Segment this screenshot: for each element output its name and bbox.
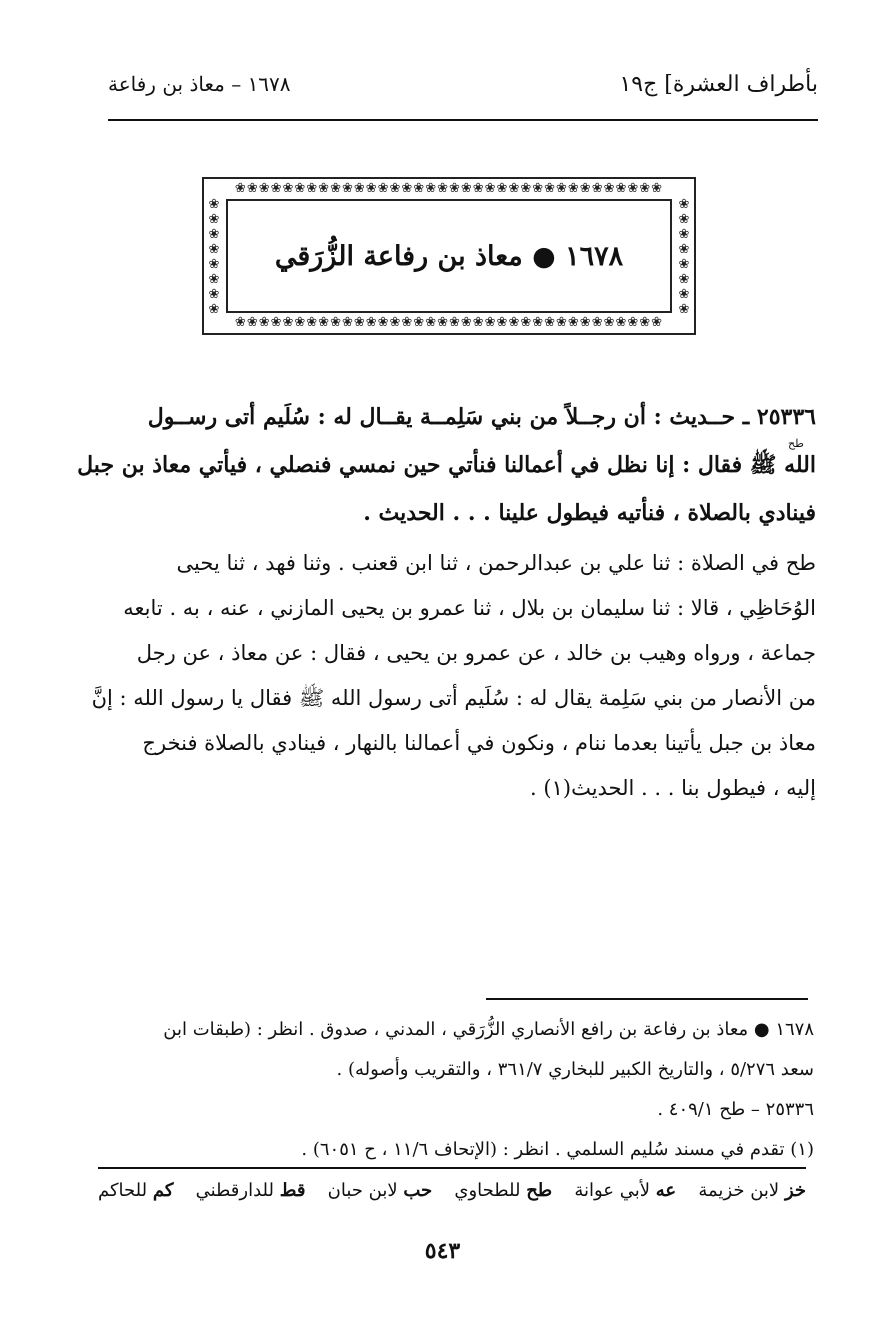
chapter-title-frame	[202, 177, 696, 335]
abbreviation-key: كم	[152, 1180, 174, 1201]
takhrij-line: طح في الصلاة : ثنا علي بن عبدالرحمن ، ثنا ابن قعنب . وثنا فهد ، ثنا يحيى	[176, 551, 816, 575]
abbreviation-label: لأبي عوانة	[574, 1180, 651, 1201]
hadith-line: ٢٥٣٣٦ ـ حــديث : أن رجــلاً من بني سَلِمــة يقــال له : سُلَيم أتى رســول	[147, 404, 816, 430]
ornament-border-bottom: ❀❀❀❀❀❀❀❀❀❀❀❀❀❀❀❀❀❀❀❀❀❀❀❀❀❀❀❀❀❀❀❀❀❀❀❀	[234, 316, 664, 330]
header-rule	[108, 119, 818, 121]
abbreviation-label: لابن خزيمة	[698, 1180, 780, 1201]
takhrij-line: الوُحَاظِي ، قالا : ثنا سليمان بن بلال ، ثنا عمرو بن يحيى المازني ، عنه ، به . تابعه	[123, 596, 816, 620]
abbreviation-key: حب	[403, 1180, 433, 1201]
chapter-title: ١٦٧٨ ● معاذ بن رفاعة الزُّرَقي	[274, 240, 624, 272]
abbreviation-label: للطحاوي	[454, 1180, 521, 1201]
footnote-line: سعد ٥/٢٧٦ ، والتاريخ الكبير للبخاري ٣٦١/٧ ، والتقريب وأصوله) .	[336, 1059, 814, 1080]
book-title-header: بأطراف العشرة] ج١٩	[619, 72, 818, 97]
ornament-border-top: ❀❀❀❀❀❀❀❀❀❀❀❀❀❀❀❀❀❀❀❀❀❀❀❀❀❀❀❀❀❀❀❀❀❀❀❀	[234, 182, 664, 196]
takhrij-line: جماعة ، ورواه وهيب بن خالد ، عن عمرو بن يحيى ، فقال : عن معاذ ، عن رجل	[136, 641, 816, 665]
abbreviation-legend	[98, 1180, 806, 1201]
abbreviation-rule	[98, 1167, 806, 1169]
footnote-rule	[486, 998, 808, 1000]
takhrij-line: إليه ، فيطول بنا . . . الحديث(١) .	[530, 776, 816, 800]
chapter-title-box	[226, 199, 672, 313]
abbreviation-item	[98, 1180, 173, 1201]
page-number: ٥٤٣	[424, 1238, 461, 1264]
abbreviation-key: قط	[279, 1180, 306, 1201]
footnote-line: ٢٥٣٣٦ – طح ٤٠٩/١ .	[657, 1099, 814, 1120]
marginal-mark: طح	[788, 437, 804, 450]
footnote-line: (١) تقدم في مسند سُليم السلمي . انظر : (الإتحاف ١١/٦ ، ح ٦٠٥١) .	[301, 1139, 814, 1160]
abbreviation-label: للدارقطني	[195, 1180, 274, 1201]
abbreviation-key: خز	[784, 1180, 806, 1201]
abbreviation-item	[196, 1180, 306, 1201]
running-header	[108, 72, 818, 112]
abbreviation-label: للحاكم	[98, 1180, 148, 1201]
abbreviation-item	[574, 1180, 676, 1201]
ornament-border-right: ❀❀❀❀❀❀❀❀	[678, 197, 690, 315]
footnote-line: ١٦٧٨ ● معاذ بن رفاعة بن رافع الأنصاري الزُّرَقي ، المدني ، صدوق . انظر : (طبقات ابن	[163, 1019, 814, 1040]
main-text	[77, 393, 816, 811]
footnotes	[104, 1010, 814, 1170]
ornament-border-left: ❀❀❀❀❀❀❀❀	[208, 197, 220, 315]
hadith-line: فينادي بالصلاة ، فنأتيه فيطول علينا . . . الحديث .	[363, 500, 816, 526]
abbreviation-item	[454, 1180, 552, 1201]
takhrij-text	[91, 541, 816, 811]
hadith-text	[77, 393, 816, 537]
abbreviation-key: عه	[655, 1180, 677, 1201]
takhrij-line: معاذ بن جبل يأتينا بعدما ننام ، ونكون في أعمالنا بالنهار ، فينادي بالصلاة فنخرج	[142, 731, 816, 755]
hadith-line: الله ﷺ فقال : إنا نظل في أعمالنا فنأتي حين نمسي فنصلي ، فيأتي معاذ بن جبل	[77, 452, 816, 478]
takhrij-line: من الأنصار من بني سَلِمة يقال له : سُلَيم أتى رسول الله ﷺ فقال يا رسول الله : إنَّ	[91, 686, 816, 710]
abbreviation-item	[328, 1180, 433, 1201]
abbreviation-label: لابن حبان	[327, 1180, 398, 1201]
abbreviation-key: طح	[526, 1180, 553, 1201]
abbreviation-item	[698, 1180, 806, 1201]
chapter-header: ١٦٧٨ – معاذ بن رفاعة	[108, 72, 291, 96]
